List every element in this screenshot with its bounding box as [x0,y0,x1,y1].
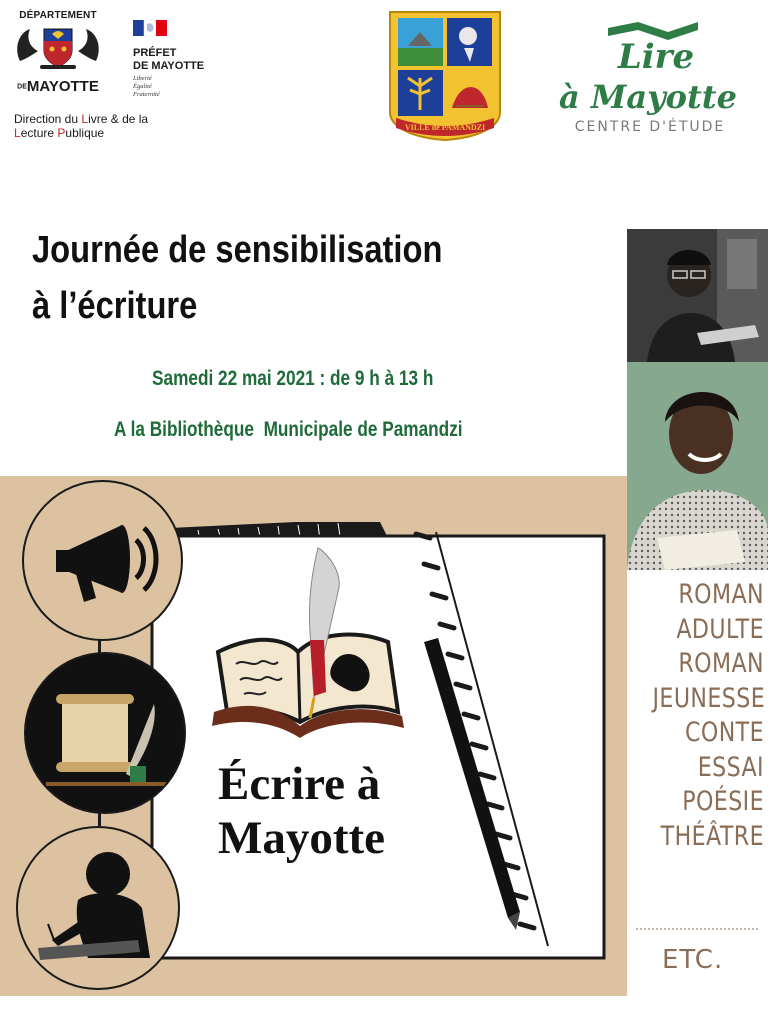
marianne-flag-icon [133,18,167,38]
event-place: A la Bibliothèque Municipale de Pamandzi [114,418,463,441]
departement-label: DÉPARTEMENT [19,10,97,21]
megaphone-circle [22,480,183,641]
genre-item: POÉSIE [682,786,764,817]
direction-livre-lecture: Direction du Livre & de la Lecture Publique [14,112,149,140]
event-title-line2: à l’écriture [32,285,198,327]
headline-line2: Mayotte [218,812,386,864]
lire-a-mayotte-icon [548,18,753,140]
genre-item: ADULTE [676,613,764,645]
centre-etude-label: CENTRE D'ÉTUDE [574,119,726,135]
megaphone-icon [24,482,181,639]
a-mayotte-word: à Mayotte [559,78,737,116]
headline [218,757,385,865]
prefet-title: PRÉFET DE MAYOTTE [133,47,205,72]
departement-emblem-icon [12,21,104,71]
genre-item: ESSAI [697,751,764,783]
dotted-divider [636,928,758,930]
lire-word: Lire [617,37,695,77]
coat-of-arms-icon [386,8,504,142]
genre-item: CONTE [684,717,764,748]
event-title-line1: Journée de sensibilisation [32,229,443,271]
pamandzi-coat-of-arms [386,8,504,142]
scroll-quill-icon [26,654,184,812]
event-title [32,222,442,334]
lire-a-mayotte-logo [548,18,753,140]
etc-label: ETC. [662,945,724,975]
notebook-illustration [148,522,608,962]
genre-item: ROMAN [678,579,764,610]
prefet-logo [133,18,204,99]
headline-line1: Écrire à [218,758,381,810]
genre-item: JEUNESSE [652,682,766,714]
man-reading-photo [627,229,768,362]
genre-item: THÉÂTRE [660,820,764,852]
departement-logo [12,10,122,95]
coat-of-arms-banner: VILLE de PAMANDZI [404,123,486,132]
departement-name: DEMAYOTTE [17,78,99,95]
scroll-quill-circle [24,652,186,814]
writer-silhouette-icon [18,828,178,988]
writer-circle [16,826,180,990]
genre-item: ROMAN [678,648,764,679]
woman-reading-photo [627,362,768,570]
event-date: Samedi 22 mai 2021 : de 9 h à 13 h [152,367,434,390]
genre-list [628,578,764,854]
republic-motto: Liberté Égalité Fraternité [133,75,160,98]
